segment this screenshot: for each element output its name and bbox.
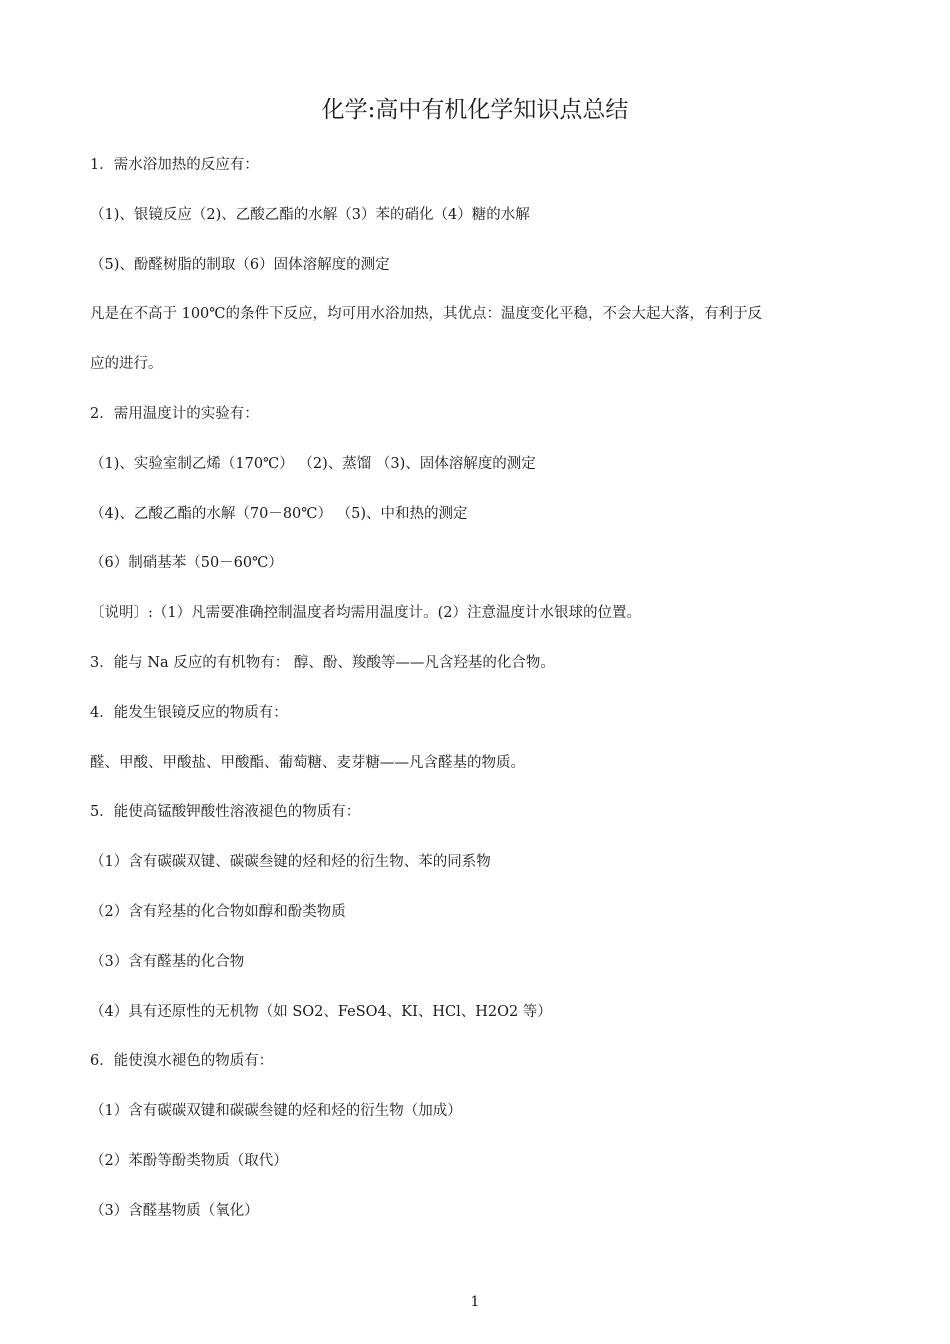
text-line: （1)、银镜反应（2)、乙酸乙酯的水解（3）苯的硝化（4）糖的水解 bbox=[90, 206, 530, 223]
text-line: （5)、酚醛树脂的制取（6）固体溶解度的测定 bbox=[90, 256, 390, 273]
text-line: （2）含有羟基的化合物如醇和酚类物质 bbox=[90, 903, 346, 920]
text-line: （1)、实验室制乙烯（170℃） （2)、蒸馏 （3)、固体溶解度的测定 bbox=[90, 455, 536, 472]
text-line: （3）含有醛基的化合物 bbox=[90, 953, 245, 970]
text-line: （3）含醛基物质（氧化） bbox=[90, 1202, 259, 1219]
text-line: 4．能发生银镜反应的物质有： bbox=[90, 704, 288, 721]
text-line: 3．能与 Na 反应的有机物有： 醇、酚、羧酸等——凡含羟基的化合物。 bbox=[90, 654, 555, 671]
text-line: （1）含有碳碳双键、碳碳叁键的烃和烃的衍生物、苯的同系物 bbox=[90, 854, 491, 871]
page-title: 化学:高中有机化学知识点总结 bbox=[321, 97, 629, 123]
text-line: （4)、乙酸乙酯的水解（70－80℃） （5)、中和热的测定 bbox=[90, 505, 468, 522]
text-line: 凡是在不高于 100℃的条件下反应，均可用水浴加热，其优点：温度变化平稳，不会大起大落，有利于反 bbox=[90, 306, 763, 323]
text-line: 醛、甲酸、甲酸盐、甲酸酯、葡萄糖、麦芽糖——凡含醛基的物质。 bbox=[90, 754, 525, 771]
page-number: 1 bbox=[470, 1294, 480, 1310]
document-body bbox=[90, 153, 880, 1249]
text-line: 6．能使溴水褪色的物质有： bbox=[90, 1053, 274, 1070]
text-line: （4）具有还原性的无机物（如 SO2、FeSO4、KI、HCl、H2O2 等） bbox=[90, 1003, 552, 1020]
text-line: 5．能使高锰酸钾酸性溶液褪色的物质有： bbox=[90, 804, 361, 821]
text-line: 应的进行。 bbox=[90, 356, 163, 373]
text-line: 1．需水浴加热的反应有： bbox=[90, 157, 259, 173]
text-line: 〔说明〕:（1）凡需要准确控制温度者均需用温度计。(2）注意温度计水银球的位置。 bbox=[90, 605, 641, 622]
text-line: （2）苯酚等酚类物质（取代） bbox=[90, 1152, 288, 1169]
text-line: （6）制硝基苯（50－60℃） bbox=[90, 555, 283, 572]
text-line: 2．需用温度计的实验有： bbox=[90, 405, 259, 422]
text-line: （1）含有碳碳双键和碳碳叁键的烃和烃的衍生物（加成） bbox=[90, 1103, 462, 1120]
